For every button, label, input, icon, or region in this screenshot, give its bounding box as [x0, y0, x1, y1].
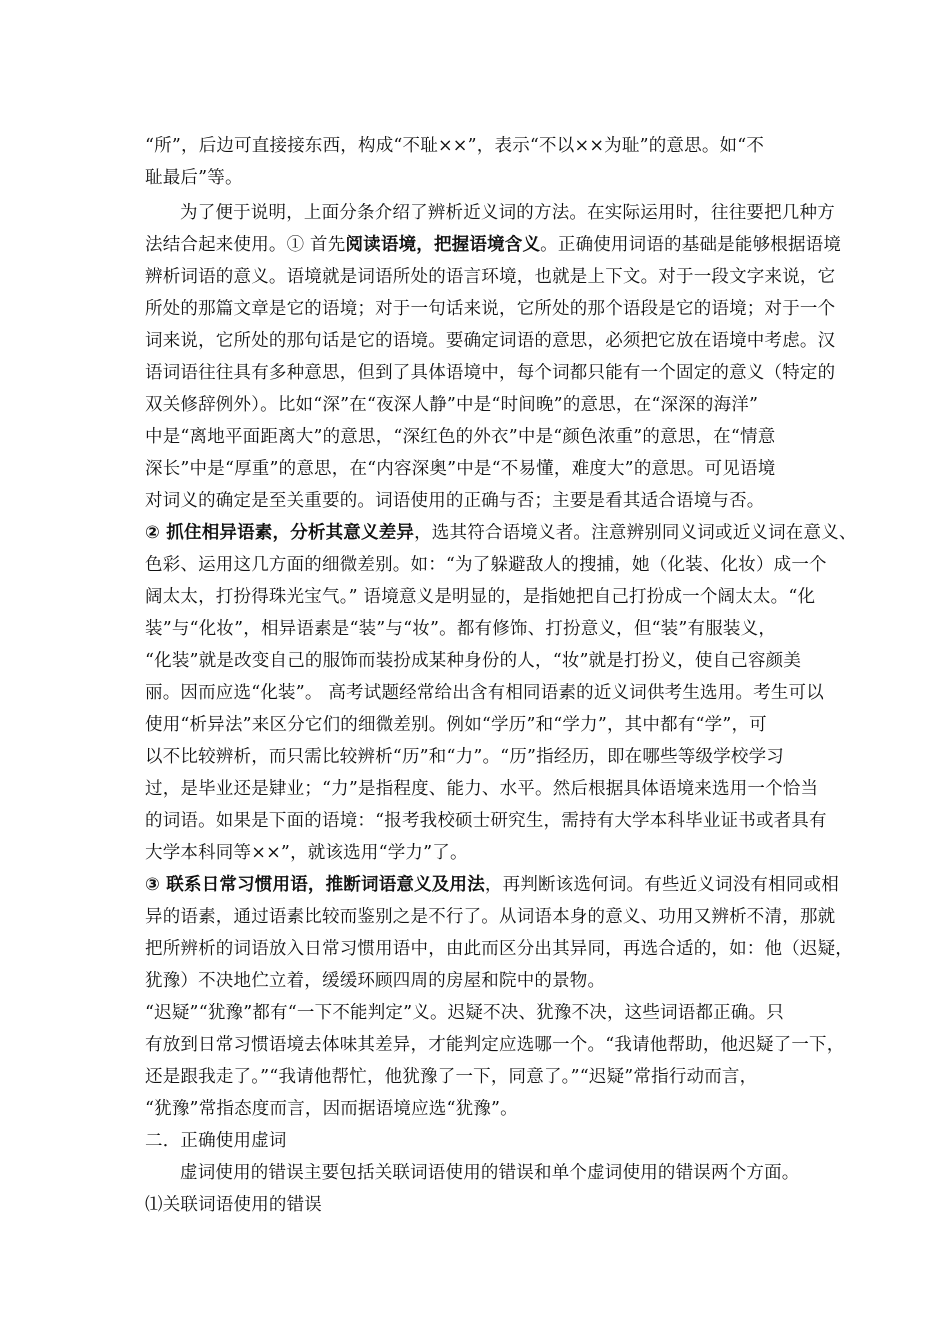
text-segment: “化装”就是改变自己的服饰而装扮成某种身份的人，“妆”就是打扮义，使自己容颜美: [145, 651, 802, 671]
text-segment: “迟疑”“犹豫”都有“一下不能判定”义。迟疑不决、犹豫不决，这些词语都正确。只: [145, 1003, 784, 1023]
text-line: [145, 585, 815, 609]
text-line: [145, 713, 767, 737]
text-line: [180, 201, 835, 225]
text-line: [145, 297, 835, 321]
bold-emphasis: ③ 联系日常习惯用语，推断词语意义及用法: [145, 875, 485, 895]
text-line: [145, 617, 776, 641]
text-line: [145, 457, 775, 481]
text-line: [145, 393, 758, 417]
text-segment: 二．正确使用虚词: [145, 1131, 287, 1151]
text-line: [145, 1065, 757, 1089]
text-line: [145, 361, 835, 385]
text-segment: 法结合起来使用。① 首先: [145, 235, 346, 255]
text-segment: 虚词使用的错误主要包括关联词语使用的错误和单个虚词使用的错误两个方面。: [180, 1163, 800, 1183]
text-segment: 耻最后”等。: [145, 168, 243, 188]
text-line: [145, 553, 827, 577]
text-segment: 把所辨析的词语放入日常习惯用语中，由此而区分出其异同，再选合适的，如：他（迟疑，: [145, 939, 853, 959]
text-line: [145, 265, 835, 289]
text-line: [145, 1193, 322, 1217]
text-line: [145, 425, 775, 449]
text-line: [145, 809, 827, 833]
text-segment: 对词义的确定是至关重要的。词语使用的正确与否；主要是看其适合语境与否。: [145, 491, 765, 511]
text-segment: 异的语素，通过语素比较而鉴别之是不行了。从词语本身的意义、功用又辨析不清，那就: [145, 907, 836, 927]
text-segment: 双关修辞例外）。比如“深”在“夜深人静”中是“时间晚”的意思，在“深深的海洋”: [145, 395, 759, 415]
text-line: [145, 1097, 518, 1121]
text-line: [145, 681, 824, 705]
bold-emphasis: ② 抓住相异语素，分析其意义差异: [145, 523, 415, 543]
bold-emphasis: 阅读语境，把握语境含义: [345, 235, 541, 255]
text-segment: ⑴关联词语使用的错误: [145, 1195, 322, 1215]
text-line: [145, 1033, 844, 1057]
text-segment: 装”与“化妆”，相异语素是“装”与“妆”。都有修饰、打扮意义，但“装”有服装义，: [145, 619, 777, 639]
text-line: [145, 969, 605, 993]
text-line: [145, 1129, 287, 1153]
text-segment: 以不比较辨析，而只需比较辨析“历”和“力”。“历”指经历，即在哪些等级学校学习: [145, 747, 784, 767]
text-line: [145, 777, 818, 801]
text-segment: 词来说，它所处的那句话是它的语境。要确定词语的意思，必须把它放在语境中考虑。汉: [145, 331, 836, 351]
text-segment: 阔太太，打扮得珠光宝气。” 语境意义是明显的，是指她把自己打扮成一个阔太太。“化: [145, 587, 816, 607]
text-line: [145, 233, 841, 257]
text-segment: 使用“析异法”来区分它们的细微差别。例如“学历”和“学力”，其中都有“学”，可: [145, 715, 767, 735]
text-segment: 有放到日常习惯语境去体味其差异，才能判定应选哪一个。“我请他帮助，他迟疑了一下，: [145, 1035, 845, 1055]
text-segment: “犹豫”常指态度而言，因而据语境应选“犹豫”。: [145, 1099, 518, 1119]
text-line: [145, 166, 243, 190]
text-segment: 中是“离地平面距离大”的意思，“深红色的外衣”中是“颜色浓重”的意思，在“情意: [145, 427, 776, 447]
text-segment: 辨析词语的意义。语境就是词语所处的语言环境，也就是上下文。对于一段文字来说，它: [145, 267, 836, 287]
text-segment: 所处的那篇文章是它的语境；对于一句话来说，它所处的那个语段是它的语境；对于一个: [145, 299, 836, 319]
text-line: [145, 649, 801, 673]
text-segment: 。正确使用词语的基础是能够根据语境: [540, 235, 842, 255]
text-line: [145, 1001, 784, 1025]
text-line: [180, 1161, 800, 1185]
text-line: [145, 329, 835, 353]
text-segment: ，再判断该选何词。有些近义词没有相同或相: [484, 875, 839, 895]
text-line: [145, 134, 764, 158]
text-segment: 深长”中是“厚重”的意思，在“内容深奥”中是“不易懂，难度大”的意思。可见语境: [145, 459, 776, 479]
text-segment: 色彩、运用这几方面的细微差别。如：“为了躲避敌人的搜捕，她（化装、化妆）成一个: [145, 555, 827, 575]
text-line: [145, 841, 468, 865]
text-segment: 丽。因而应选“化装”。 高考试题经常给出含有相同语素的近义词供考生选用。考生可以: [145, 683, 824, 703]
text-line: [145, 489, 765, 513]
text-segment: ，选其符合语境义者。注意辨别同义词或近义词在意义、: [414, 523, 857, 543]
text-line: [145, 521, 857, 545]
text-line: [145, 937, 853, 961]
text-segment: 的词语。如果是下面的语境：“报考我校硕士研究生，需持有大学本科毕业证书或者具有: [145, 811, 827, 831]
text-segment: “所”，后边可直接接东西，构成“不耻××”，表示“不以××为耻”的意思。如“不: [145, 136, 765, 156]
text-line: [145, 745, 784, 769]
text-line: [145, 905, 835, 929]
text-segment: 大学本科同等××”，就该选用“学力”了。: [145, 843, 468, 863]
text-segment: 过，是毕业还是肄业；“力”是指程度、能力、水平。然后根据具体语境来选用一个恰当: [145, 779, 819, 799]
text-segment: 犹豫）不决地伫立着，缓缓环顾四周的房屋和院中的景物。: [145, 971, 606, 991]
text-segment: 语词语往往具有多种意思，但到了具体语境中，每个词都只能有一个固定的意义（特定的: [145, 363, 836, 383]
text-segment: 还是跟我走了。”“我请他帮忙，他犹豫了一下，同意了。”“迟疑”常指行动而言，: [145, 1067, 758, 1087]
text-segment: 为了便于说明，上面分条介绍了辨析近义词的方法。在实际运用时，往往要把几种方: [180, 203, 835, 223]
text-line: [145, 873, 839, 897]
